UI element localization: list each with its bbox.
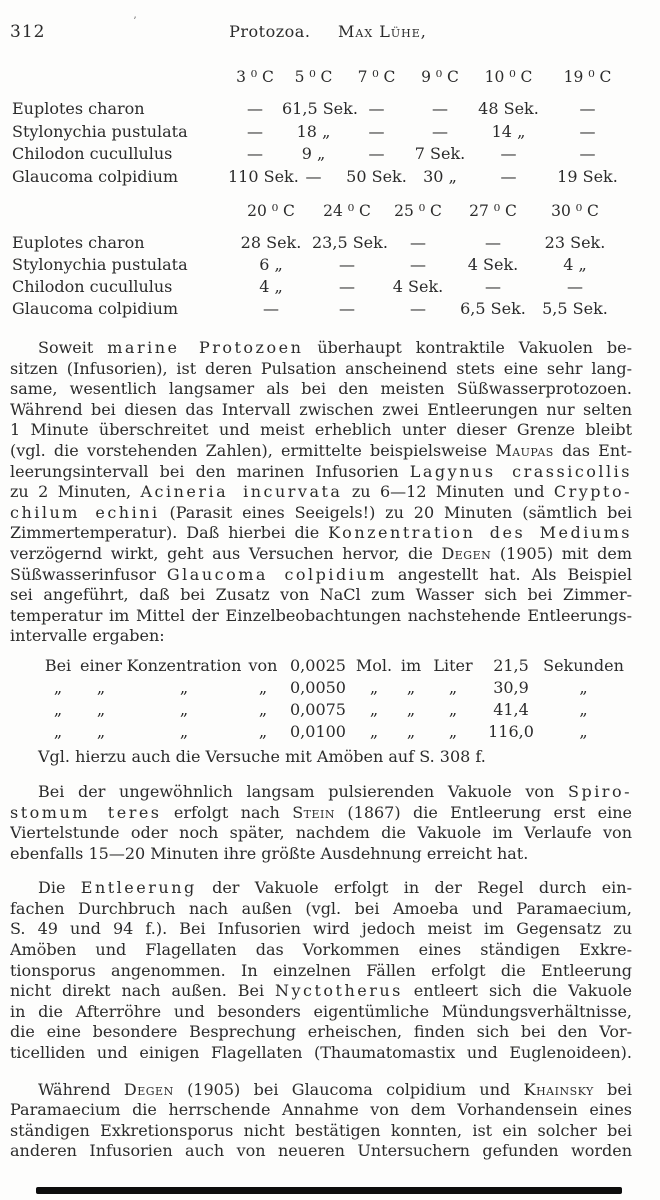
text-line [10,565,632,586]
table-cell: — [368,99,385,118]
concentration-cell: „ [179,699,189,719]
table-row [10,276,646,298]
text-run: ticelliden und einigen Flagellaten (Thaumatomastix und Euglenoideen). [10,1043,632,1063]
concentration-cell: „ [96,699,106,719]
text-run: anderen Infusorien auch von neueren Untersuchern gefunden worden [10,1141,632,1161]
table-cell: — [247,99,263,118]
emphasized-term: marine Protozoen [107,338,304,357]
concentration-cell: Mol. [355,655,393,675]
table-cell: — [485,233,501,252]
concentration-cell: 41,4 [493,699,529,719]
table2-header-row [10,202,646,220]
text-run: fachen Durchbruch nach außen (vgl. bei Amoeba und Paramaecium, [10,898,632,918]
table-cell: 18 „ [296,121,331,141]
concentration-cell: „ [179,721,189,741]
concentration-cell: „ [579,677,588,697]
table-cell: — [579,121,596,141]
emphasized-term: Entleerung [80,878,197,898]
text-line [10,1100,632,1121]
table-cell: 23 Sek. [544,233,606,252]
concentration-cell: „ [406,677,416,697]
text-run: angestellt hat. Als Beispiel [386,564,632,584]
table-row [10,98,646,121]
table-cell: 28 Sek. [240,233,302,252]
temp-header-cell: 3 ⁰ C [236,68,274,86]
concentration-cell: „ [258,721,268,741]
text-run: in die Afterröhre und besonders eigentümliche Mündungsverhältnisse, [10,1001,632,1021]
text-run: ebenfalls 15—20 Minuten ihre größte Ausdehnung erreicht hat. [10,843,529,863]
temp-header-cell: 19 ⁰ C [563,68,612,86]
table-cell: 61,5 Sek. [282,99,358,118]
scan-speck: ʼ [133,16,137,27]
text-run: Viertelstunde oder noch später, nachdem die Vakuole im Verlaufe von [10,823,632,843]
table-cell: — [567,277,583,296]
text-run: sei angeführt, daß bei Zusatz von NaCl zum Wasser sich bei Zimmer- [10,585,632,605]
concentration-cell: „ [179,677,189,697]
table-cell: — [432,121,448,141]
concentration-cell: 0,0050 [290,677,346,697]
emphasized-term: Glaucoma colpidium [166,564,387,584]
table-cell: — [579,99,596,118]
species-name: Stylonychia pustulata [12,121,188,141]
text-run: Während bei diesen das Intervall zwischen zwei Entleerungen nur selten [10,399,632,419]
table-cell: 50 Sek. [346,166,407,186]
text-line [10,899,632,920]
text-line [10,400,632,421]
table-cell: 4 „ [259,277,283,296]
text-line [10,803,632,824]
concentration-table [40,655,625,743]
table2-rows [10,232,646,320]
species-name: Euplotes charon [12,99,145,118]
text-run: zu 2 Minuten, [10,482,141,502]
concentration-cell: 0,0025 [290,655,346,675]
concentration-cell: „ [369,721,379,741]
table-cell: — [500,144,517,163]
emphasized-term: chilum echini [10,502,160,522]
text-line [10,940,632,961]
text-line [10,482,632,503]
table-cell: 110 Sek. [228,166,299,186]
paragraph-3 [10,878,632,1063]
concentration-cell: „ [369,677,379,697]
table-row [10,298,646,320]
species-name: Euplotes charon [12,233,145,252]
text-line [10,585,632,606]
running-title: Protozoa. [229,22,311,41]
text-line [10,544,632,565]
table-cell: — [432,99,448,118]
author-name: Stein [292,802,336,822]
text-run: 1 Minute überschreitet und meist erheblich unter dieser Grenze bleibt [10,420,632,440]
concentration-cell: 0,0075 [290,699,346,719]
text-run: nicht direkt nach außen. Bei [10,981,275,1001]
table-cell: 6 „ [259,255,283,274]
concentration-cell: „ [448,721,458,741]
table1-rows [10,98,646,188]
emphasized-term: Nyctotherus [274,981,403,1001]
temp-header-cell: 5 ⁰ C [294,68,333,86]
text-run: erfolgt nach [161,802,293,822]
author-name: Degen [123,1079,174,1099]
text-run: S. 49 und 94 f.). Bei Infusorien wird jedoch meist im Gegensatz zu [10,919,632,939]
note-line: Vgl. hierzu auch die Versuche mit Amöben auf S. 308 f. [38,746,486,766]
table-cell: — [485,277,501,296]
table-cell: 4 „ [563,255,587,274]
species-name: Stylonychia pustulata [12,255,188,274]
table-cell: 48 Sek. [478,99,539,118]
concentration-cell: „ [96,721,106,741]
table-cell: 4 Sek. [467,255,519,274]
emphasized-term: stomum teres [10,802,162,822]
table-cell: 23,5 Sek. [312,233,388,252]
species-name: Chilodon cucullulus [12,144,173,163]
temp-header-cell: 25 ⁰ C [394,202,442,220]
table-cell: — [368,144,385,163]
emphasized-term: Acineria incurvata [140,482,343,502]
table-cell: 9 „ [301,144,326,163]
table-row [10,143,646,166]
concentration-cell: „ [448,699,458,719]
temp-header-cell: 24 ⁰ C [323,202,371,220]
text-line [10,1121,632,1142]
concentration-cell: im [400,655,422,675]
concentration-cell: 116,0 [488,721,534,741]
table-cell: — [247,144,263,163]
text-line [10,1043,632,1064]
text-run: Amöben und Flagellaten das Vorkommen eines ständigen Exkre- [10,940,632,960]
text-run: tionsporus angenommen. In einzelnen Fällen erfolgt die Entleerung [10,960,632,980]
text-run: intervalle ergaben: [10,626,165,646]
emphasized-term: Spiro- [567,781,632,801]
concentration-cell: „ [406,721,416,741]
text-line [10,782,632,803]
text-line [10,878,632,899]
table1-header-row [10,68,646,86]
table-cell: — [579,144,596,163]
concentration-cell: „ [258,699,268,719]
table-cell: — [410,233,426,252]
table-cell: — [305,166,322,186]
species-name: Glaucoma colpidium [12,166,179,186]
temp-header-cell: 27 ⁰ C [469,202,517,220]
text-line [10,844,632,865]
species-name: Glaucoma colpidium [12,299,179,318]
emphasized-term: Lagynus crassicollis [409,461,632,481]
text-run: Süßwasserinfusor [10,564,167,584]
concentration-cell: „ [96,677,106,697]
text-line [10,919,632,940]
text-run: verzögernd wirkt, geht aus Versuchen hervor, die [10,543,442,563]
text-line [10,1080,632,1101]
text-run: leerungsintervall bei den marinen Infusorien [10,461,410,481]
concentration-cell: „ [579,721,588,741]
temp-header-cell: 7 ⁰ C [357,68,396,86]
concentration-cell: „ [53,699,63,719]
scan-edge-bar [36,1187,622,1194]
temp-header-cell: 10 ⁰ C [484,68,533,86]
table-cell: — [339,277,355,296]
author-name: Maupas [495,440,554,460]
table-cell: 30 „ [423,166,457,186]
text-run: (vgl. die vorstehenden Zahlen), ermittelte beispielsweise [10,440,496,460]
table-cell: — [339,299,355,318]
species-name: Chilodon cucullulus [12,277,173,296]
text-run: bei [593,1079,632,1099]
author-name: Degen [441,543,492,563]
text-run: ständigen Exkretionsporus nicht bestätigen konnten, ist ein solcher bei [10,1120,632,1140]
concentration-cell: „ [579,699,588,719]
table-row [10,254,646,276]
text-run: (1905) mit dem [491,543,632,563]
page-number: 312 [10,22,46,42]
text-run: (1905) bei Glaucoma colpidium und [173,1079,524,1099]
table-cell: — [500,166,517,186]
text-run: Zimmertemperatur). Daß hierbei die [10,523,329,543]
text-run: same, wesentlich langsamer als bei den meisten Süßwasserprotozoen. [10,379,632,399]
concentration-cell: 0,0100 [290,721,346,741]
table-cell: — [410,255,426,274]
concentration-cell: 21,5 [493,655,529,675]
text-line [10,420,632,441]
text-run: (Parasit eines Seeigels!) zu 20 Minuten (sämtlich bei [159,502,632,522]
table-cell: 4 Sek. [392,277,444,296]
text-run: Paramaecium die herrschende Annahme von dem Vorhandensein eines [10,1100,632,1120]
paragraph-2 [10,782,632,864]
text-line [10,441,632,462]
concentration-cell: „ [53,721,63,741]
table-cell: — [339,255,355,274]
table-cell: 19 Sek. [557,166,618,186]
table-cell: 5,5 Sek. [542,299,608,318]
text-line [10,338,632,359]
temperature-table-1 [10,68,646,188]
text-run: Bei der ungewöhnlich langsam pulsierenden Vakuole von [38,781,568,801]
table-cell: 6,5 Sek. [460,299,526,318]
concentration-cell: Liter [433,655,473,675]
text-run: das Ent- [553,440,632,460]
temp-header-cell: 9 ⁰ C [421,68,459,86]
text-line [10,981,632,1002]
text-run: Die [38,878,81,898]
concentration-cell: „ [406,699,416,719]
running-head-center [10,22,646,41]
table-cell: — [410,299,426,318]
text-run: zu 6—12 Minuten und [342,482,554,502]
paragraph-4 [10,1080,632,1162]
text-run: der Vakuole erfolgt in der Regel durch ein- [196,878,632,898]
text-run: die eine besondere Besprechung erheischen, finden sich bei den Vor- [10,1022,632,1042]
table-cell: — [263,299,279,318]
table-cell: — [368,121,385,141]
concentration-cell: einer [79,655,122,675]
text-run: Während [38,1079,124,1099]
text-line [10,503,632,524]
text-line [10,523,632,544]
table-row [10,232,646,254]
temperature-table-2 [10,202,646,320]
concentration-cell: „ [258,677,268,697]
table-cell: 7 Sek. [414,144,466,163]
text-run: sitzen (Infusorien), ist deren Pulsation anscheinend stets eine sehr lang- [10,358,632,378]
text-line [10,462,632,483]
concentration-cell: Konzentration [126,655,242,675]
text-line [10,606,632,627]
concentration-cell: Sekunden [543,655,624,675]
text-run: (1867) die Entleerung erst eine [335,802,632,822]
emphasized-term: Crypto- [553,482,632,502]
text-line [10,379,632,400]
table-cell: 14 „ [491,121,526,141]
temp-header-cell: 20 ⁰ C [247,202,295,220]
table-cell: — [247,121,263,141]
text-line [10,1002,632,1023]
text-run: überhaupt kontraktile Vakuolen be- [303,338,632,357]
concentration-cell: „ [53,677,63,697]
text-line [10,961,632,982]
running-author: Max Lühe, [338,22,427,41]
concentration-cell: 30,9 [493,677,529,697]
table-row [10,166,646,189]
text-run: temperatur im Mittel der Einzelbeobachtungen nachstehende Entleerungs- [10,605,632,625]
concentration-cell: Bei [44,655,72,675]
temp-header-cell: 30 ⁰ C [551,202,599,220]
concentration-cell: von [248,655,278,675]
emphasized-term: Konzentration des Mediums [328,523,632,543]
text-line [10,823,632,844]
text-run: entleert sich die Vakuole [402,981,632,1001]
text-line [10,359,632,380]
text-line [10,1141,632,1162]
table-row [10,121,646,144]
concentration-cell: „ [369,699,379,719]
text-line [10,1022,632,1043]
concentration-cell: „ [448,677,458,697]
text-run: Soweit [38,338,108,357]
paragraph-1 [10,338,632,647]
running-head [10,16,646,42]
author-name: Khainsky [523,1079,594,1099]
text-line [10,626,632,647]
